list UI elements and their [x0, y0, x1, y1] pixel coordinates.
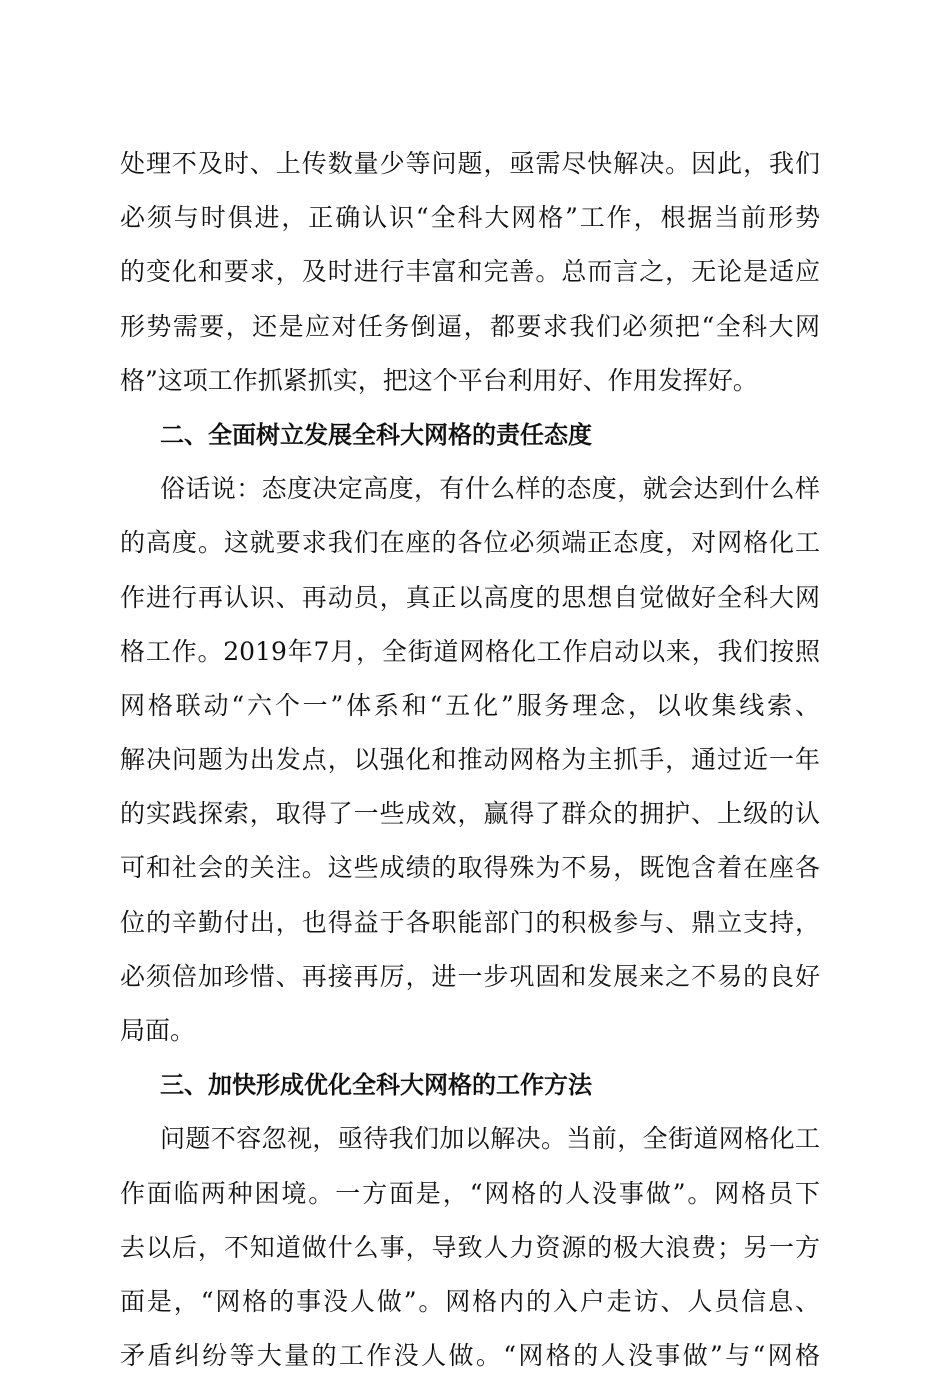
text-line: 格工作。2019年7月，全街道网格化工作启动以来，我们按照 — [120, 636, 820, 666]
section-heading-2: 二、全面树立发展全科大网格的责任态度 — [160, 420, 592, 449]
text-line: 问题不容忽视，亟待我们加以解决。当前，全街道网格化工 — [160, 1124, 820, 1154]
text-line: 形势需要，还是应对任务倒逼，都要求我们必须把“全科大网 — [120, 311, 820, 341]
paragraph-3 — [120, 1112, 820, 1383]
document-body — [120, 137, 820, 1383]
text-line: 作面临两种困境。一方面是，“网格的人没事做”。网格员下 — [120, 1178, 820, 1208]
text-line: 解决问题为出发点，以强化和推动网格为主抓手，通过近一年 — [120, 745, 820, 775]
text-line: 网格联动“六个一”体系和“五化”服务理念，以收集线索、 — [120, 690, 820, 720]
text-line: 作进行再认识、再动员，真正以高度的思想自觉做好全科大网 — [120, 582, 820, 612]
paragraph-2 — [120, 462, 820, 1058]
text-line: 的实践探索，取得了一些成效，赢得了群众的拥护、上级的认 — [120, 799, 820, 829]
text-line: 局面。 — [120, 1016, 196, 1045]
text-line: 格”这项工作抓紧抓实，把这个平台利用好、作用发挥好。 — [120, 365, 758, 395]
text-line: 的变化和要求，及时进行丰富和完善。总而言之，无论是适应 — [120, 257, 820, 287]
text-line: 矛盾纠纷等大量的工作没人做。“网格的人没事做”与“网格 — [120, 1341, 820, 1371]
text-line: 必须倍加珍惜、再接再厉，进一步巩固和发展来之不易的良好 — [120, 961, 820, 991]
text-line: 必须与时俱进，正确认识“全科大网格”工作，根据当前形势 — [120, 203, 820, 233]
text-line: 面是，“网格的事没人做”。网格内的入户走访、人员信息、 — [120, 1286, 820, 1316]
section-heading-3: 三、加快形成优化全科大网格的工作方法 — [160, 1071, 592, 1100]
text-line: 可和社会的关注。这些成绩的取得殊为不易，既饱含着在座各 — [120, 853, 820, 883]
paragraph-1 — [120, 137, 820, 408]
text-line: 去以后，不知道做什么事，导致人力资源的极大浪费；另一方 — [120, 1232, 820, 1262]
text-line: 处理不及时、上传数量少等问题，亟需尽快解决。因此，我们 — [120, 149, 820, 178]
text-line: 的高度。这就要求我们在座的各位必须端正态度，对网格化工 — [120, 528, 820, 558]
text-line: 位的辛勤付出，也得益于各职能部门的积极参与、鼎立支持， — [120, 907, 820, 937]
text-line: 俗话说：态度决定高度，有什么样的态度，就会达到什么样 — [160, 474, 820, 504]
